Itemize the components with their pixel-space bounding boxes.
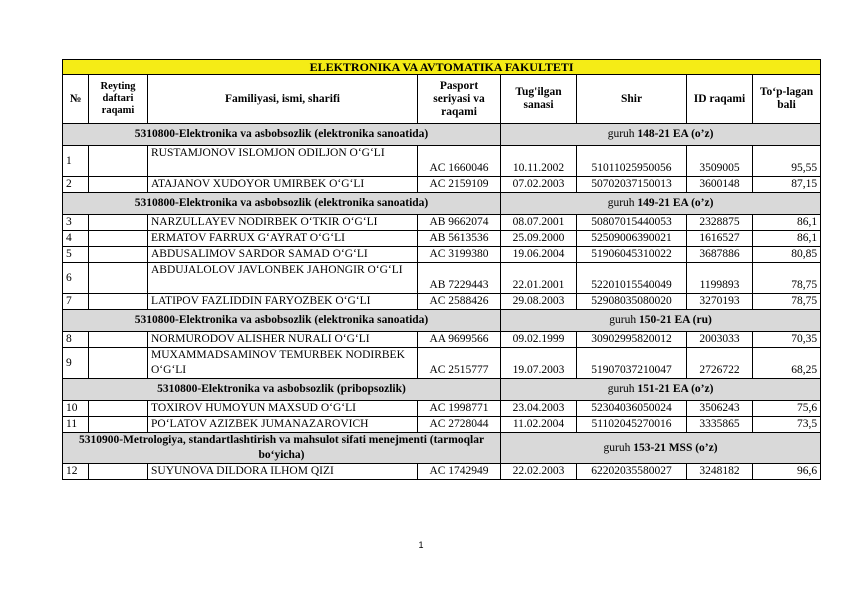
group-label [501, 193, 821, 215]
header-rating-book: Reyting daftari raqami [89, 75, 148, 124]
group-header-row [63, 310, 821, 332]
birth-date-cell: 19.07.2003 [501, 348, 577, 379]
row-number: 2 [63, 177, 89, 193]
passport-cell: AB 5613536 [418, 231, 501, 247]
row-number: 6 [63, 263, 89, 294]
score-cell: 95,55 [753, 146, 821, 177]
header-row [63, 75, 821, 124]
shir-cell: 52908035080020 [577, 294, 687, 310]
id-cell: 3506243 [687, 401, 753, 417]
header-full-name: Familiyasi, ismi, sharifi [148, 75, 418, 124]
group-code: 150-21 EA (ru) [638, 314, 712, 326]
passport-cell: AB 9662074 [418, 215, 501, 231]
birth-date-cell: 19.06.2004 [501, 247, 577, 263]
table-row [63, 332, 821, 348]
row-number: 1 [63, 146, 89, 177]
table-row [63, 231, 821, 247]
student-name: ERMATOV FARRUX G‘AYRAT O‘G‘LI [148, 231, 418, 247]
group-prefix: guruh [607, 197, 638, 209]
group-label [501, 433, 821, 464]
group-header-row [63, 433, 821, 464]
rating-book-cell [89, 332, 148, 348]
table-row [63, 401, 821, 417]
row-number: 12 [63, 464, 89, 480]
birth-date-cell: 25.09.2000 [501, 231, 577, 247]
group-header-row [63, 124, 821, 146]
header-score: To‘p-lagan bali [753, 75, 821, 124]
score-cell: 86,1 [753, 215, 821, 231]
rating-book-cell [89, 294, 148, 310]
passport-cell: AC 2515777 [418, 348, 501, 379]
table-row [63, 215, 821, 231]
birth-date-cell: 11.02.2004 [501, 417, 577, 433]
row-number: 3 [63, 215, 89, 231]
score-cell: 78,75 [753, 263, 821, 294]
group-code: 149-21 EA (o’z) [637, 197, 714, 209]
birth-date-cell: 29.08.2003 [501, 294, 577, 310]
table-row [63, 146, 821, 177]
group-code: 148-21 EA (o’z) [637, 128, 714, 140]
shir-cell: 50702037150013 [577, 177, 687, 193]
student-name: LATIPOV FAZLIDDIN FARYOZBEK O‘G‘LI [148, 294, 418, 310]
header-birth-date: Tug'ilgan sanasi [501, 75, 577, 124]
table-row [63, 247, 821, 263]
student-name: ATAJANOV XUDOYOR UMIRBEK O‘G‘LI [148, 177, 418, 193]
group-prefix: guruh [609, 314, 639, 326]
id-cell: 3600148 [687, 177, 753, 193]
passport-cell: AB 7229443 [418, 263, 501, 294]
table-row [63, 348, 821, 379]
birth-date-cell: 23.04.2003 [501, 401, 577, 417]
shir-cell: 62202035580027 [577, 464, 687, 480]
student-name: NARZULLAYEV NODIRBEK O‘TKIR O‘G‘LI [148, 215, 418, 231]
passport-cell: AC 1742949 [418, 464, 501, 480]
birth-date-cell: 08.07.2001 [501, 215, 577, 231]
rating-book-cell [89, 464, 148, 480]
specialty-label: 5310800-Elektronika va asbobsozlik (elektronika sanoatida) [63, 124, 501, 146]
specialty-label: 5310800-Elektronika va asbobsozlik (pribорsozlik) [63, 379, 501, 401]
group-header-row [63, 193, 821, 215]
shir-cell: 51011025950056 [577, 146, 687, 177]
passport-cell: AA 9699566 [418, 332, 501, 348]
student-name: RUSTAMJONOV ISLOMJON ODILJON O‘G‘LI [148, 146, 418, 177]
id-cell: 1199893 [687, 263, 753, 294]
passport-cell: AC 2588426 [418, 294, 501, 310]
table-row [63, 464, 821, 480]
id-cell: 3248182 [687, 464, 753, 480]
student-name: ABDUJALOLOV JAVLONBEK JAHONGIR O‘G‘LI [148, 263, 418, 294]
rating-book-cell [89, 177, 148, 193]
rating-book-cell [89, 348, 148, 379]
row-number: 11 [63, 417, 89, 433]
group-header-row [63, 379, 821, 401]
score-cell: 86,1 [753, 231, 821, 247]
table-row [63, 294, 821, 310]
row-number: 4 [63, 231, 89, 247]
header-shir: Shir [577, 75, 687, 124]
birth-date-cell: 22.02.2003 [501, 464, 577, 480]
id-cell: 3687886 [687, 247, 753, 263]
student-table [62, 59, 821, 480]
table-row [63, 417, 821, 433]
rating-book-cell [89, 231, 148, 247]
row-number: 9 [63, 348, 89, 379]
faculty-title: ELEKTRONIKA VA AVTOMATIKA FAKULTETI [63, 60, 821, 75]
score-cell: 87,15 [753, 177, 821, 193]
group-code: 153-21 MSS (o’z) [633, 441, 718, 454]
group-prefix: guruh [607, 128, 638, 140]
row-number: 7 [63, 294, 89, 310]
group-label [501, 124, 821, 146]
specialty-label: 5310800-Elektronika va asbobsozlik (elektronika sanoatida) [63, 193, 501, 215]
score-cell: 96,6 [753, 464, 821, 480]
birth-date-cell: 09.02.1999 [501, 332, 577, 348]
id-cell: 3270193 [687, 294, 753, 310]
passport-cell: AC 1998771 [418, 401, 501, 417]
student-name: NORMURODOV ALISHER NURALI O‘G‘LI [148, 332, 418, 348]
rating-book-cell [89, 146, 148, 177]
group-code: 151-21 EA (o’z) [637, 383, 714, 395]
rating-book-cell [89, 401, 148, 417]
shir-cell: 51907037210047 [577, 348, 687, 379]
shir-cell: 52509006390021 [577, 231, 687, 247]
group-label [501, 310, 821, 332]
student-name: SUYUNOVA DILDORA ILHOM QIZI [148, 464, 418, 480]
birth-date-cell: 10.11.2002 [501, 146, 577, 177]
id-cell: 2328875 [687, 215, 753, 231]
header-passport: Pasport seriyasi va raqami [418, 75, 501, 124]
rating-book-cell [89, 263, 148, 294]
group-label [501, 379, 821, 401]
group-prefix: guruh [603, 441, 634, 454]
id-cell: 1616527 [687, 231, 753, 247]
group-prefix: guruh [607, 383, 638, 395]
header-id: ID raqami [687, 75, 753, 124]
shir-cell: 30902995820012 [577, 332, 687, 348]
student-name: PO‘LATOV AZIZBEK JUMANAZAROVICH [148, 417, 418, 433]
birth-date-cell: 07.02.2003 [501, 177, 577, 193]
shir-cell: 51102045270016 [577, 417, 687, 433]
score-cell: 73,5 [753, 417, 821, 433]
id-cell: 2003033 [687, 332, 753, 348]
score-cell: 68,25 [753, 348, 821, 379]
shir-cell: 52304036050024 [577, 401, 687, 417]
rating-book-cell [89, 417, 148, 433]
rating-book-cell [89, 215, 148, 231]
student-list-sheet [62, 59, 820, 480]
student-name: MUXAMMADSAMINOV TEMURBEK NODIRBEK O‘G‘LI [148, 348, 418, 379]
score-cell: 80,85 [753, 247, 821, 263]
rating-book-cell [89, 247, 148, 263]
passport-cell: AC 1660046 [418, 146, 501, 177]
shir-cell: 50807015440053 [577, 215, 687, 231]
row-number: 8 [63, 332, 89, 348]
student-name: TOXIROV HUMOYUN MAXSUD O‘G‘LI [148, 401, 418, 417]
score-cell: 75,6 [753, 401, 821, 417]
score-cell: 70,35 [753, 332, 821, 348]
id-cell: 3335865 [687, 417, 753, 433]
table-row [63, 263, 821, 294]
row-number: 10 [63, 401, 89, 417]
birth-date-cell: 22.01.2001 [501, 263, 577, 294]
table-row [63, 177, 821, 193]
student-name: ABDUSALIMOV SARDOR SAMAD O‘G‘LI [148, 247, 418, 263]
faculty-title-row [63, 60, 821, 75]
id-cell: 3509005 [687, 146, 753, 177]
score-cell: 78,75 [753, 294, 821, 310]
shir-cell: 52201015540049 [577, 263, 687, 294]
id-cell: 2726722 [687, 348, 753, 379]
header-number: № [63, 75, 89, 124]
page-number: 1 [418, 540, 424, 550]
shir-cell: 51906045310022 [577, 247, 687, 263]
row-number: 5 [63, 247, 89, 263]
passport-cell: AC 2159109 [418, 177, 501, 193]
passport-cell: AC 3199380 [418, 247, 501, 263]
specialty-label: 5310800-Elektronika va asbobsozlik (elektronika sanoatida) [63, 310, 501, 332]
passport-cell: AC 2728044 [418, 417, 501, 433]
specialty-label: 5310900-Metrologiya, standartlashtirish va mahsulot sifati menejmenti (tarmoqlar bo‘yicha) [63, 433, 501, 464]
